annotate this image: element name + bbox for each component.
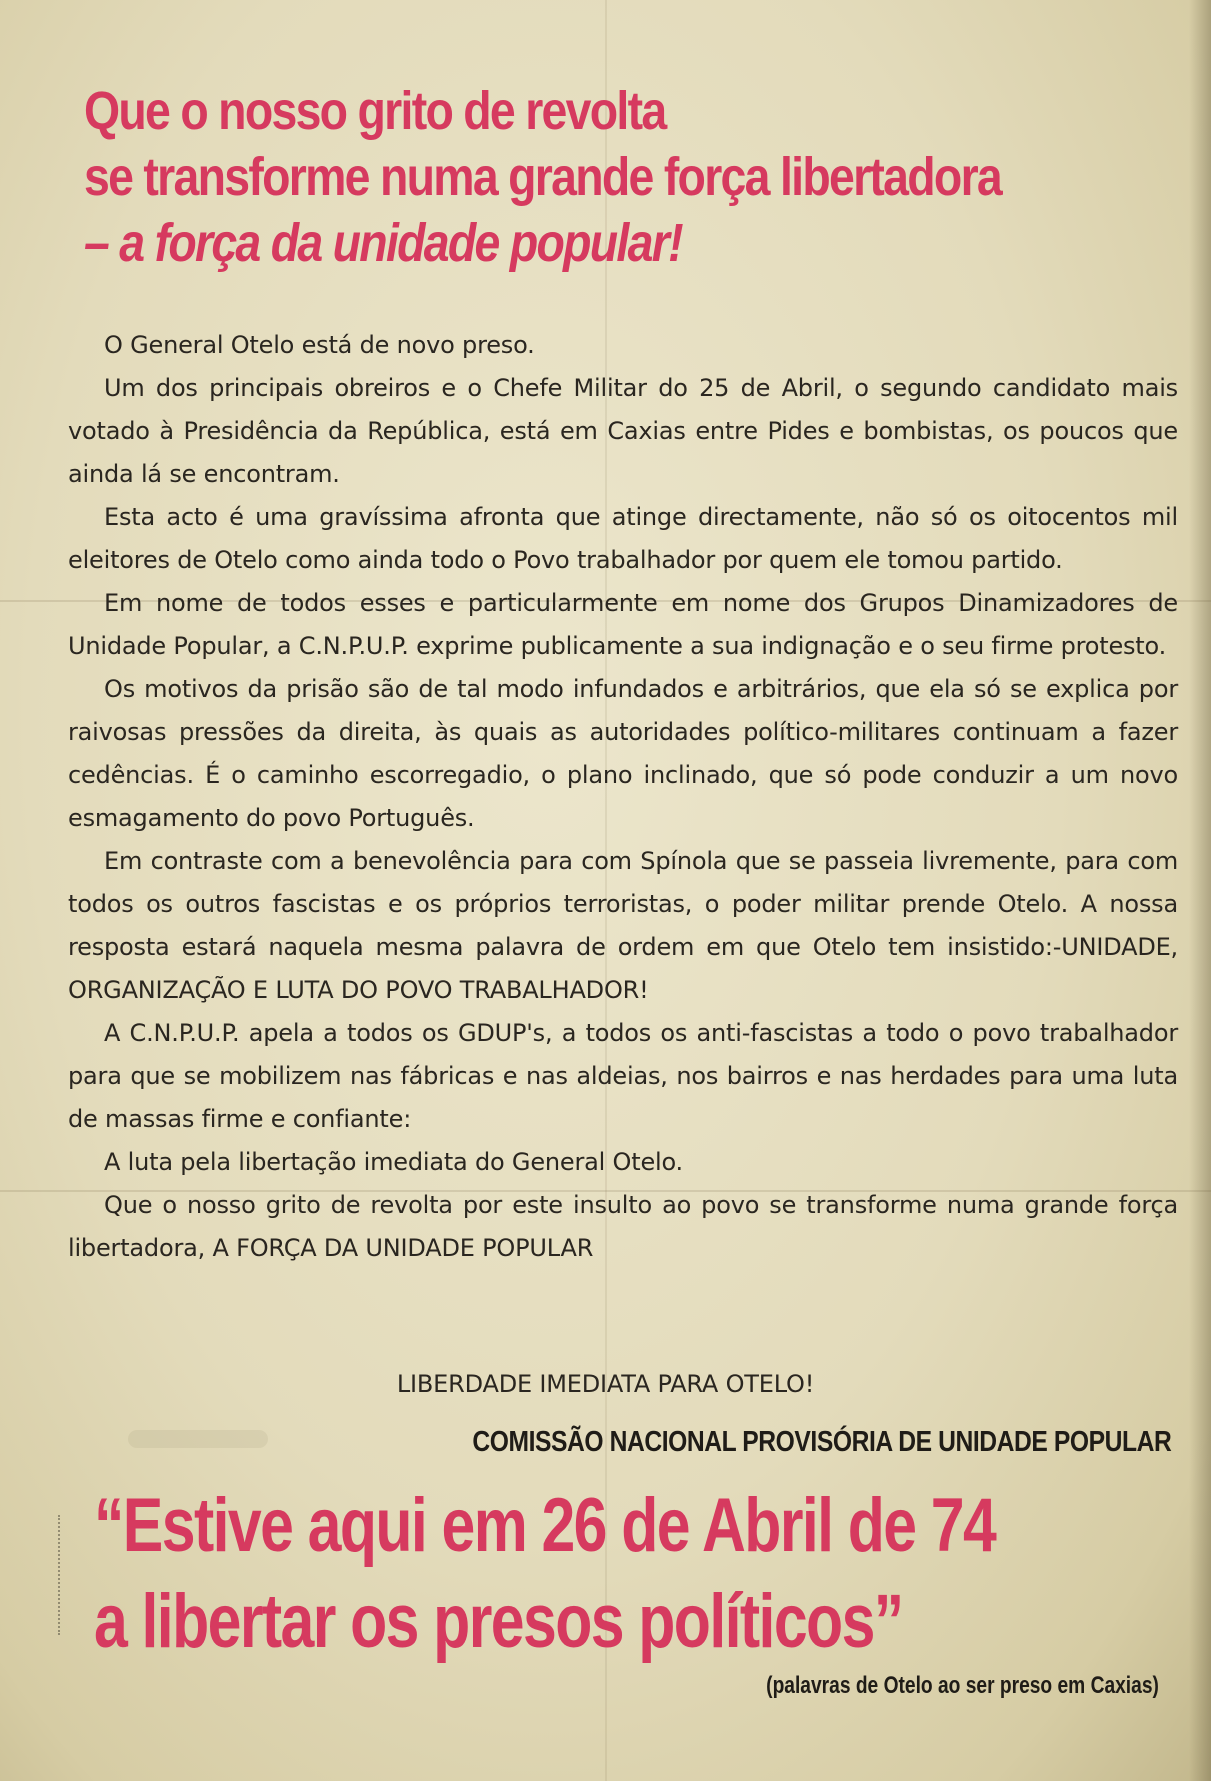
body-paragraph: A luta pela libertação imediata do General Otelo. — [104, 1148, 683, 1176]
body-paragraph: O General Otelo está de novo preso. — [104, 331, 535, 359]
paper-edge-shadow — [1189, 0, 1211, 1781]
body-paragraph: Um dos principais obreiros e o Chefe Militar do 25 de Abril, o segundo candidato mais votado à Presidência da República, está em Caxias entre Pides e bombistas, os poucos que ainda lá se encontram. — [68, 374, 1178, 488]
body-paragraph: Esta acto é uma gravíssima afronta que atinge directamente, não só os oitocentos mil eleitores de Otelo como ainda todo o Povo trabalhador por quem ele tomou partido. — [68, 503, 1178, 574]
faint-stamp-mark — [128, 1430, 268, 1448]
body-paragraph: Que o nosso grito de revolta por este insulto ao povo se transforme numa grande força libertadora, A FORÇA DA UNIDADE POPULAR — [68, 1191, 1178, 1262]
headline-line-2: se transforme numa grande força libertadora — [84, 147, 1002, 207]
quote — [94, 1478, 996, 1670]
body-paragraph: Em nome de todos esses e particularmente em nome dos Grupos Dinamizadores de Unidade Popular, a C.N.P.U.P. exprime publicamente a sua indignação e o seu firme protesto. — [68, 589, 1178, 660]
headline-line-3: – a força da unidade popular! — [84, 213, 682, 273]
body-paragraph: A C.N.P.U.P. apela a todos os GDUP's, a todos os anti-fascistas a todo o povo trabalhador para que se mobilizem nas fábricas e nas aldeias, nos bairros e nas herdades para uma luta de massas firme e confiante: — [68, 1019, 1178, 1133]
slogan: LIBERDADE IMEDIATA PARA OTELO! — [396, 1370, 815, 1398]
headline-line-1: Que o nosso grito de revolta — [84, 81, 666, 141]
signature: COMISSÃO NACIONAL PROVISÓRIA DE UNIDADE POPULAR — [471, 1426, 1171, 1458]
quote-line-1: “Estive aqui em 26 de Abril de 74 — [94, 1483, 996, 1568]
body-paragraph: Em contraste com a benevolência para com Spínola que se passeia livremente, para com todos os outros fascistas e os próprios terroristas, o poder militar prende Otelo. A nossa resposta estará naquela mesma palavra de ordem em que Otelo tem insistido:-UNIDADE, ORGANIZAÇÃO E LUTA DO POVO TRABALHADOR! — [68, 847, 1178, 1004]
attribution: (palavras de Otelo ao ser preso em Caxias) — [766, 1672, 1159, 1699]
printer-mark — [58, 1515, 74, 1635]
body-paragraph: Os motivos da prisão são de tal modo infundados e arbitrários, que ela só se explica por raivosas pressões da direita, às quais as autoridades político-militares continuam a fazer cedências. É o caminho escorregadio, o plano inclinado, que só pode conduzir a um novo esmagamento do povo Português. — [68, 675, 1178, 832]
quote-line-2: a libertar os presos políticos” — [94, 1579, 903, 1664]
headline — [84, 78, 1030, 276]
body-text — [68, 324, 1178, 1270]
